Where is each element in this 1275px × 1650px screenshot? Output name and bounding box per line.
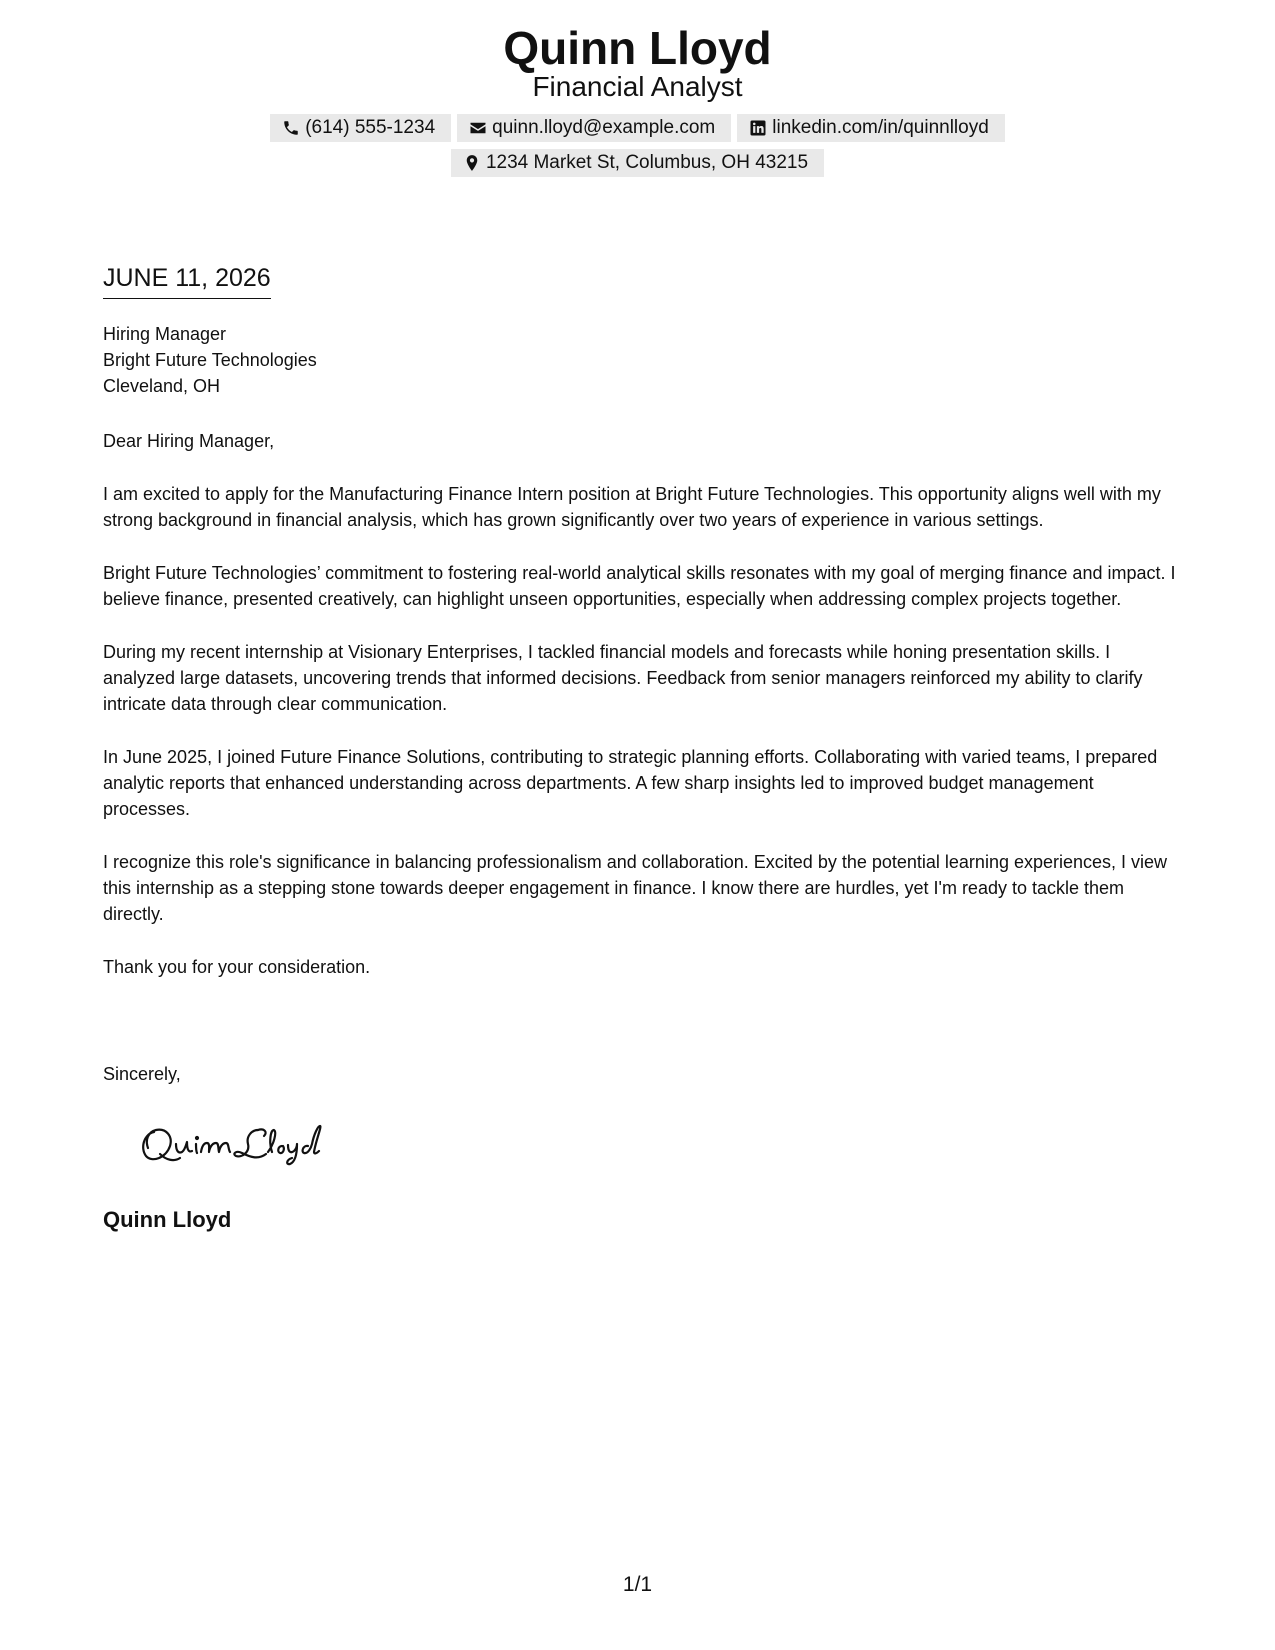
body-paragraph: Thank you for your consideration. bbox=[103, 957, 371, 977]
envelope-icon bbox=[469, 119, 487, 137]
closing: Sincerely, bbox=[103, 1064, 181, 1084]
phone-icon bbox=[282, 119, 300, 137]
letter-body bbox=[103, 481, 1183, 1007]
recipient-line: Cleveland, OH bbox=[103, 376, 221, 396]
contact-address bbox=[451, 149, 824, 177]
recipient-block bbox=[103, 321, 317, 399]
contact-phone[interactable] bbox=[270, 114, 451, 142]
applicant-name: Quinn Lloyd bbox=[503, 22, 772, 74]
contact-linkedin-text: linkedin.com/in/quinnlloyd bbox=[772, 117, 989, 138]
body-paragraph: I recognize this role's significance in balancing professionalism and collaboration. Excited by the potential learning experiences, I view this internship as a stepping stone towards deeper engagement in finance. I know there are hurdles, yet I'm ready to tackle them directly. bbox=[103, 852, 1168, 924]
body-paragraph: During my recent internship at Visionary Enterprises, I tackled financial models and forecasts while honing presentation skills. I analyzed large datasets, uncovering trends that informed decisions. Feedback from senior managers reinforced my ability to clarify intricate data through clear communication. bbox=[103, 642, 1143, 714]
body-paragraph: I am excited to apply for the Manufacturing Finance Intern position at Bright Future Technologies. This opportunity aligns well with my strong background in financial analysis, which has grown significantly over two years of experience in various settings. bbox=[103, 484, 1161, 530]
contact-row-address bbox=[0, 149, 1275, 177]
body-paragraph: In June 2025, I joined Future Finance Solutions, contributing to strategic planning efforts. Collaborating with varied teams, I prepared analytic reports that enhanced understanding across departments. A few sharp insights led to improved budget management processes. bbox=[103, 747, 1158, 819]
applicant-title: Financial Analyst bbox=[532, 71, 743, 102]
contact-address-text: 1234 Market St, Columbus, OH 43215 bbox=[485, 152, 809, 173]
linkedin-icon bbox=[749, 119, 767, 137]
letter-date: JUNE 11, 2026 bbox=[103, 262, 271, 299]
contact-linkedin[interactable] bbox=[737, 114, 1005, 142]
contact-phone-text: (614) 555-1234 bbox=[305, 117, 436, 138]
page-number: 1/1 bbox=[622, 1573, 653, 1596]
map-pin-icon bbox=[463, 154, 481, 172]
recipient-line: Bright Future Technologies bbox=[103, 350, 317, 370]
body-paragraph: Bright Future Technologies’ commitment to fostering real-world analytical skills resonates with my goal of merging finance and impact. I believe finance, presented creatively, can highlight unseen opportunities, especially when addressing complex projects together. bbox=[103, 563, 1176, 609]
signer-name: Quinn Lloyd bbox=[103, 1207, 232, 1232]
contact-row bbox=[0, 114, 1275, 142]
contact-email[interactable] bbox=[457, 114, 731, 142]
contact-email-text: quinn.lloyd@example.com bbox=[492, 117, 716, 138]
handwritten-signature bbox=[136, 1118, 336, 1170]
salutation: Dear Hiring Manager, bbox=[103, 431, 275, 451]
recipient-line: Hiring Manager bbox=[103, 324, 227, 344]
